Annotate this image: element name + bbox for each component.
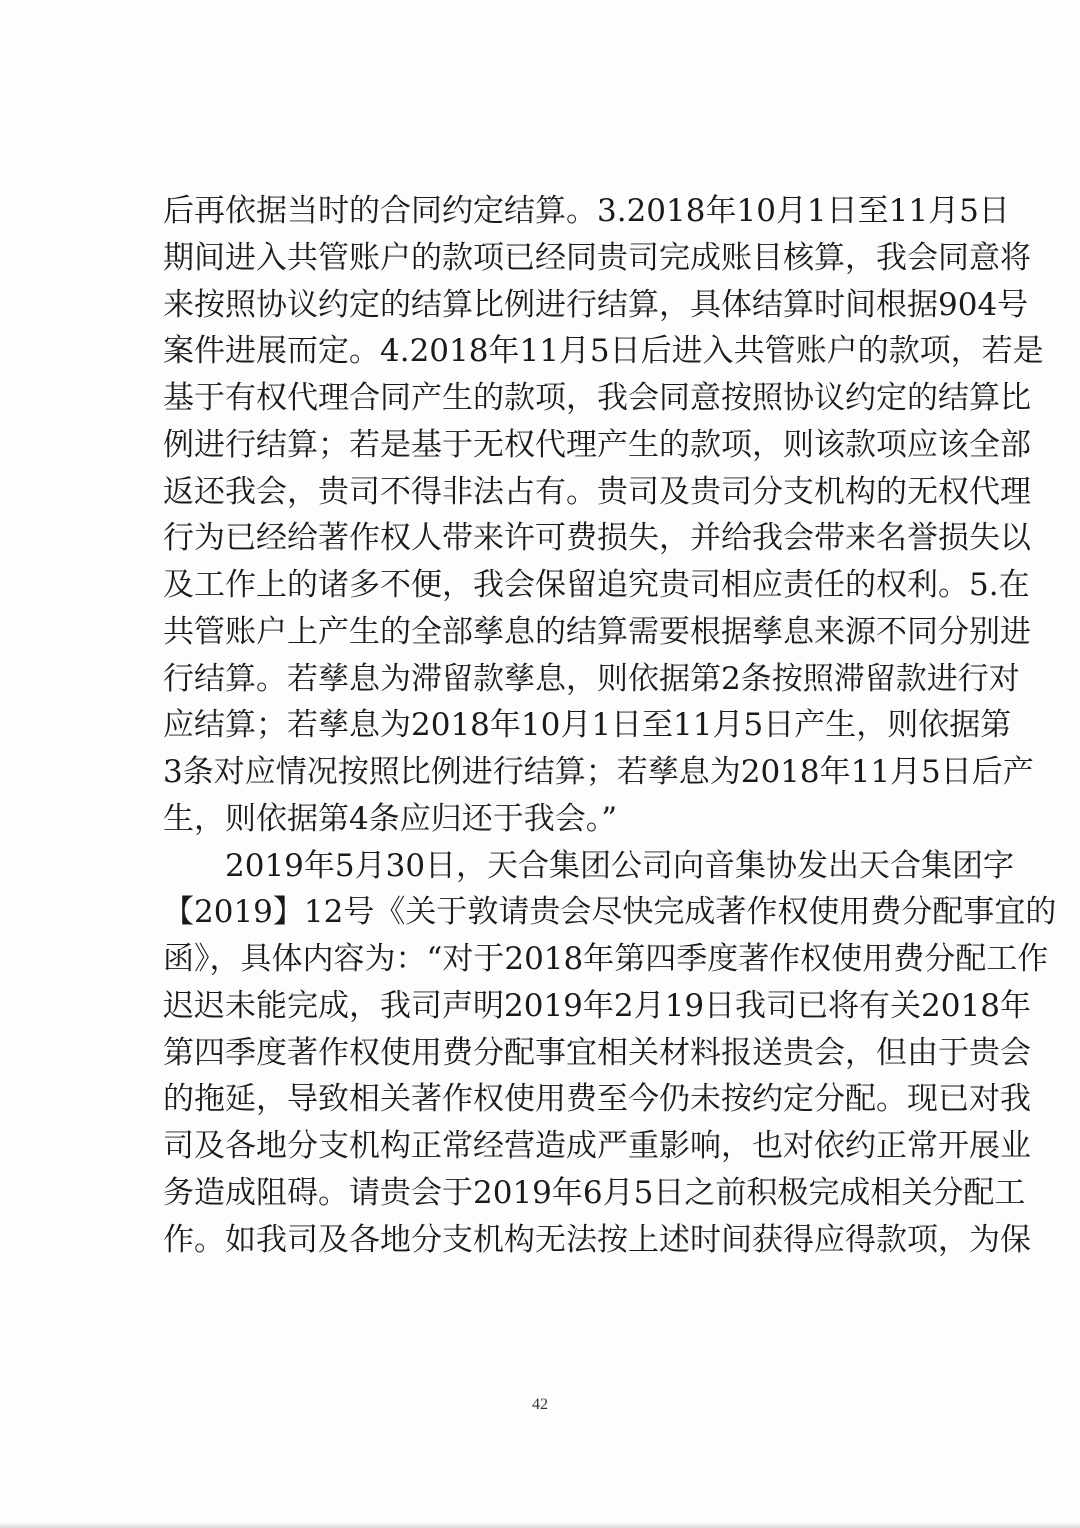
text-line: 期间进入共管账户的款项已经同贵司完成账目核算，我会同意将 [163,239,1031,276]
body-text [163,188,1057,1263]
text-line: 生，则依据第4条应归还于我会。” [163,800,618,837]
text-line: 务造成阻碍。请贵会于2019年6月5日之前积极完成相关分配工 [163,1174,1026,1211]
scan-edge-shadow [0,1522,1080,1528]
text-line: 作。如我司及各地分支机构无法按上述时间获得应得款项，为保 [163,1221,1031,1258]
text-line: 行结算。若孳息为滞留款孳息，则依据第2条按照滞留款进行对 [163,660,1020,697]
text-line: 及工作上的诸多不便，我会保留追究贵司相应责任的权利。5.在 [163,567,1030,603]
text-line: 2019年5月30日，天合集团公司向音集协发出天合集团字 [163,847,1015,884]
text-line: 3条对应情况按照比例进行结算；若孳息为2018年11月5日后产 [163,754,1034,790]
page-number: 42 [532,1396,548,1413]
text-line: 共管账户上产生的全部孳息的结算需要根据孳息来源不同分别进 [163,613,1031,650]
text-line: 行为已经给著作权人带来许可费损失，并给我会带来名誉损失以 [163,520,1031,557]
text-line: 司及各地分支机构正常经营造成严重影响，也对依约正常开展业 [163,1128,1031,1164]
text-line: 来按照协议约定的结算比例进行结算，具体结算时间根据904号 [163,286,1029,323]
text-line: 基于有权代理合同产生的款项，我会同意按照协议约定的结算比 [163,380,1031,416]
text-line: 第四季度著作权使用费分配事宜相关材料报送贵会，但由于贵会 [163,1034,1031,1071]
text-line: 后再依据当时的合同约定结算。3.2018年10月1日至11月5日 [163,193,1010,229]
text-line: 例进行结算；若是基于无权代理产生的款项，则该款项应该全部 [163,426,1031,463]
text-line: 【2019】12号《关于敦请贵会尽快完成著作权使用费分配事宜的 [163,894,1057,931]
text-line: 函》，具体内容为：“对于2018年第四季度著作权使用费分配工作 [163,941,1049,977]
text-line: 迟迟未能完成，我司声明2019年2月19日我司已将有关2018年 [163,987,1031,1024]
text-line: 案件进展而定。4.2018年11月5日后进入共管账户的款项，若是 [163,333,1044,370]
text-line: 的拖延，导致相关著作权使用费至今仍未按约定分配。现已对我 [163,1081,1031,1118]
text-line: 返还我会，贵司不得非法占有。贵司及贵司分支机构的无权代理 [163,473,1031,510]
text-line: 应结算；若孳息为2018年10月1日至11月5日产生，则依据第 [163,707,1012,744]
